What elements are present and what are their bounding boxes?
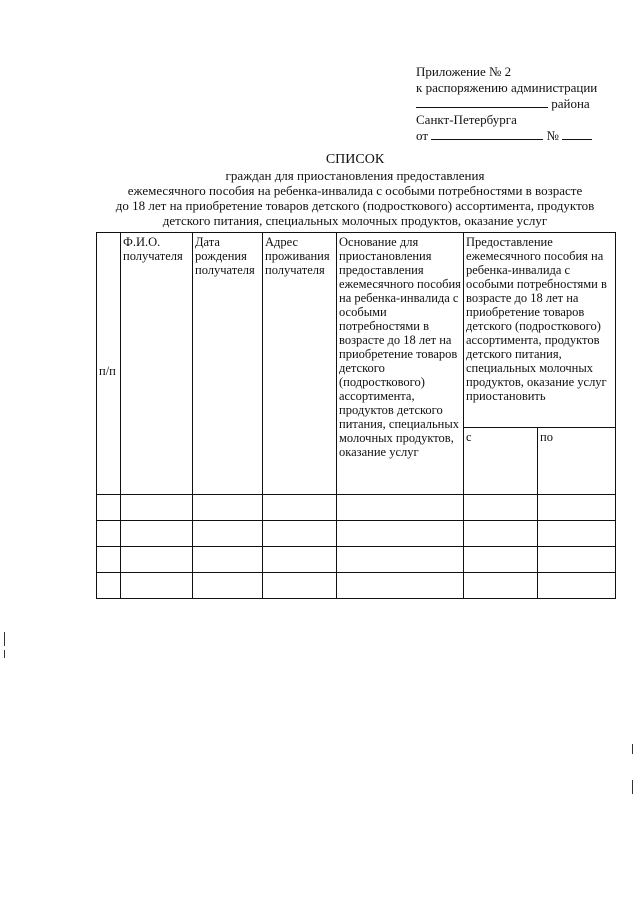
recipients-table xyxy=(96,232,616,599)
header-birth: Дата рождения получателя xyxy=(193,233,263,495)
document-title xyxy=(90,152,620,228)
appendix-header xyxy=(416,64,616,144)
table-row xyxy=(97,495,616,521)
header-suspend: Предоставление ежемесячного пособия на ребенка-инвалида с особыми потребностями в возрасте до 18 лет на приобретение товаров детского (подросткового) ассортимента, продуктов детского питания, специальных молочных продуктов, оказание услуг приостановить xyxy=(464,233,616,428)
title-heading: СПИСОК xyxy=(325,152,385,167)
header-address: Адрес проживания получателя xyxy=(263,233,337,495)
title-line-2: граждан для приостановления предоставления xyxy=(225,168,485,183)
scan-margin-mark xyxy=(632,780,633,794)
header-basis: Основание для приостановления предоставления ежемесячного пособия на ребенка-инвалида с особыми потребностями в возрасте до 18 лет на приобретение товаров детского (подросткового) ассортимента, продуктов детского питания, специальных молочных продуктов, оказание услуг xyxy=(337,233,464,495)
scan-margin-mark xyxy=(4,650,5,658)
header-name: Ф.И.О. получателя xyxy=(121,233,193,495)
title-line-3: ежемесячного пособия на ребенка-инвалида с особыми потребностями в возрасте xyxy=(127,183,583,198)
district-label: района xyxy=(551,96,590,111)
appendix-number: Приложение № 2 xyxy=(416,64,512,79)
header-num: п/п xyxy=(97,233,121,495)
table-header-row xyxy=(97,233,616,428)
scan-margin-mark xyxy=(632,744,633,754)
appendix-to-order: к распоряжению администрации xyxy=(416,80,598,95)
table-row xyxy=(97,573,616,599)
title-line-5: детского питания, специальных молочных продуктов, оказание услуг xyxy=(162,213,548,228)
district-line xyxy=(416,96,616,112)
title-line-4: до 18 лет на приобретение товаров детского (подросткового) ассортимента, продуктов xyxy=(115,198,595,213)
header-to: по xyxy=(538,428,616,495)
number-label: № xyxy=(546,128,559,143)
number-blank xyxy=(562,128,592,140)
table-row xyxy=(97,521,616,547)
date-number-line xyxy=(416,128,616,144)
city-name: Санкт-Петербурга xyxy=(416,112,517,127)
date-blank xyxy=(431,128,543,140)
from-label: от xyxy=(416,128,429,143)
header-from: с xyxy=(464,428,538,495)
district-blank xyxy=(416,96,548,108)
scan-margin-mark xyxy=(4,632,5,646)
table-row xyxy=(97,547,616,573)
